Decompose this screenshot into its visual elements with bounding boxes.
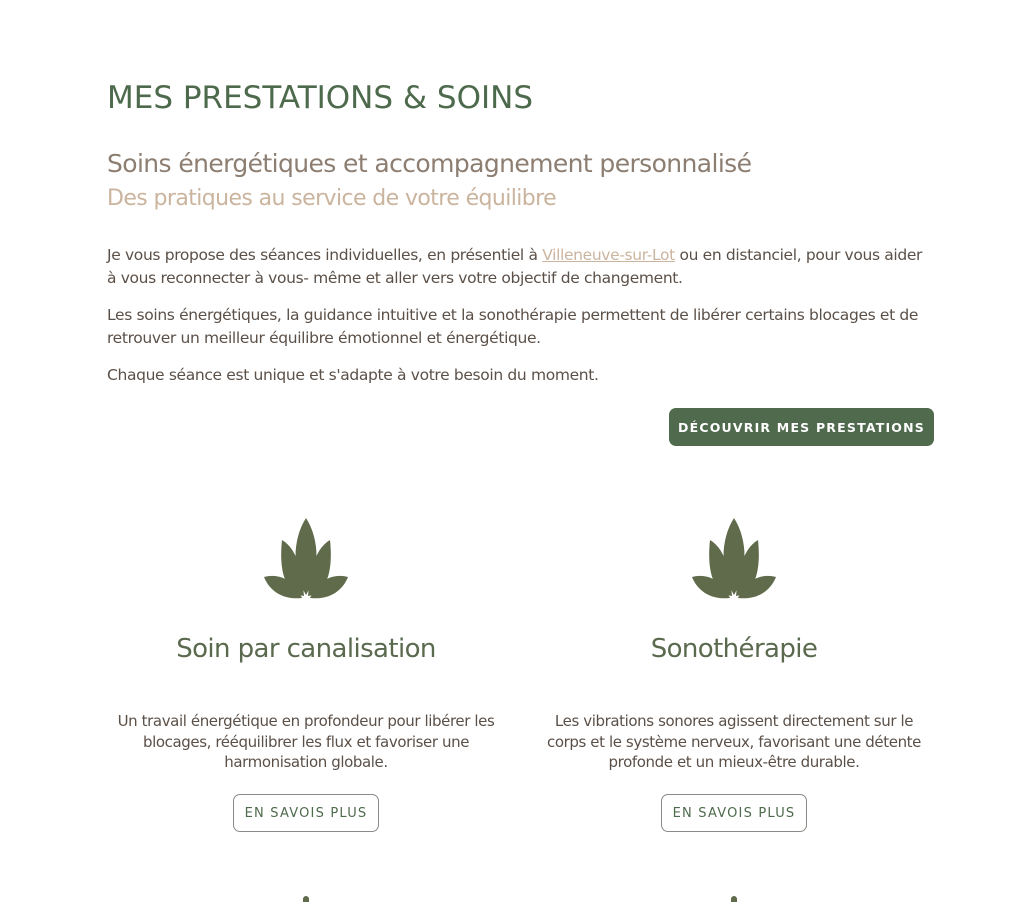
section-tagline: Des pratiques au service de votre équilibre xyxy=(107,186,557,211)
card-title: Sonothérapie xyxy=(650,634,818,664)
card-title: Soin par canalisation xyxy=(176,634,436,664)
location-link[interactable]: Villeneuve-sur-Lot xyxy=(542,246,675,264)
card-description: Les vibrations sonores agissent directement sur le corps et le système nerveux, favorisant une détente profonde et un mieux-être durable. xyxy=(546,712,921,771)
page-title: MES PRESTATIONS & SOINS xyxy=(107,80,534,116)
next-lotus-icon-peek xyxy=(731,896,737,902)
service-card-canalisation xyxy=(106,510,506,821)
learn-more-button[interactable]: EN SAVOIS PLUS xyxy=(661,794,807,832)
service-card-sonotherapie xyxy=(534,510,934,821)
intro-paragraph-1 xyxy=(107,244,934,290)
intro-text-end: ou en distanciel, pour vous aider à vous reconnecter à vous- même et aller vers votre objectif de changement. xyxy=(107,246,923,287)
intro-text-start: Je vous propose des séances individuelles, en présentiel à xyxy=(107,246,543,264)
learn-more-button[interactable]: EN SAVOIS PLUS xyxy=(233,794,379,832)
next-lotus-icon-peek xyxy=(303,896,309,902)
intro-paragraph-2: Les soins énergétiques, la guidance intuitive et la sonothérapie permettent de libérer certains blocages et de retrouver un meilleur équilibre émotionnel et énergétique. xyxy=(107,306,919,347)
discover-services-button[interactable]: DÉCOUVRIR MES PRESTATIONS xyxy=(669,408,934,446)
card-description: Un travail énergétique en profondeur pour libérer les blocages, rééquilibrer les flux et favoriser une harmonisation globale. xyxy=(117,712,495,771)
lotus-icon xyxy=(686,510,782,602)
section-subtitle: Soins énergétiques et accompagnement personnalisé xyxy=(107,149,752,178)
lotus-icon xyxy=(258,510,354,602)
intro-paragraph-3: Chaque séance est unique et s'adapte à votre besoin du moment. xyxy=(107,366,599,384)
